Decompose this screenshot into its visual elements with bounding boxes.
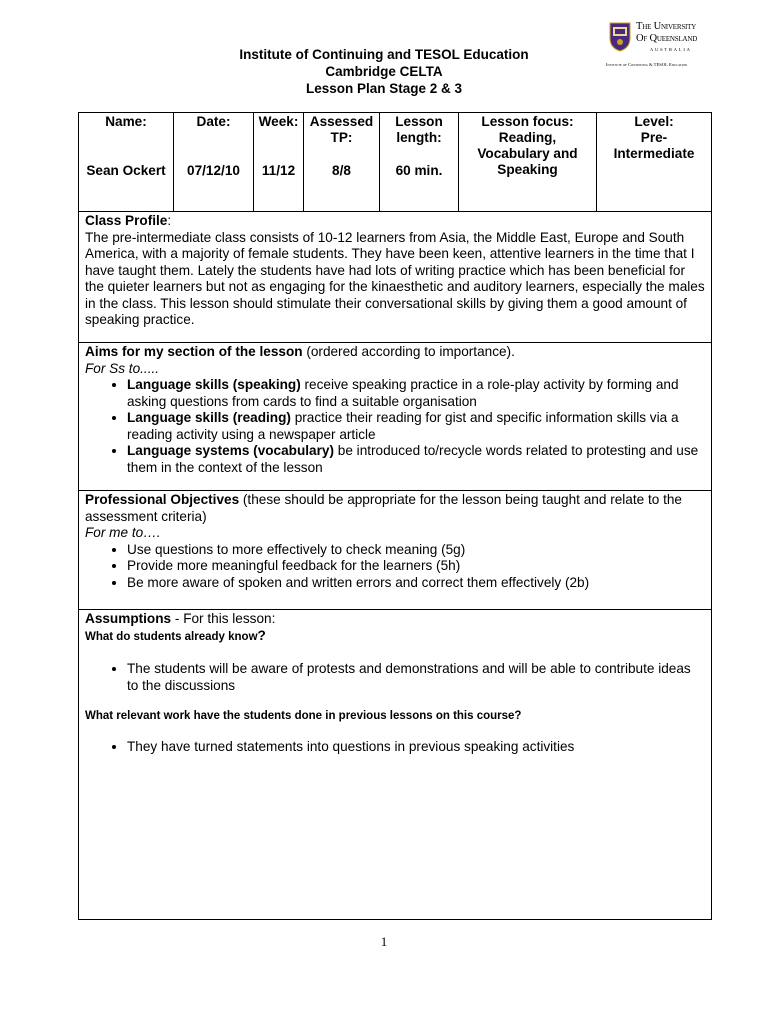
class-profile-section	[79, 212, 712, 343]
objectives-row	[79, 491, 712, 610]
assumptions-row	[79, 610, 712, 920]
university-country: AUSTRALIA	[650, 47, 692, 52]
university-name	[636, 21, 697, 45]
objectives-heading: Professional Objectives	[85, 492, 240, 507]
university-name-line2: Of Queensland	[636, 33, 698, 44]
assumptions-question-1-mark: ?	[257, 627, 266, 643]
assumptions-heading: Assumptions	[85, 611, 172, 626]
aims-note: (ordered according to importance).	[302, 344, 515, 359]
assessed-tp-cell	[304, 113, 380, 212]
objectives-list-item: • Be more aware of spoken and written errors and correct them effectively (2b)	[127, 575, 705, 592]
aim-skill: Language skills (speaking)	[127, 377, 301, 392]
header-course: Cambridge CELTA	[325, 64, 443, 79]
objectives-list-item: • Use questions to more effectively to check meaning (5g)	[127, 542, 705, 559]
lesson-length-value: 60 min.	[395, 163, 443, 178]
name-cell	[79, 113, 174, 212]
aim-text: practice their reading for gist and specific information skills via a reading activity using a newspaper article	[127, 410, 679, 442]
objectives-intro: For me to….	[85, 525, 161, 540]
aims-intro: For Ss to.....	[85, 360, 160, 376]
assessed-tp-value: 8/8	[332, 163, 351, 178]
lesson-length-label: Lesson length:	[395, 114, 443, 145]
lesson-focus-value: Reading, Vocabulary and Speaking	[477, 130, 578, 177]
university-name-line1: The University	[636, 21, 697, 32]
aims-list-item	[127, 377, 705, 410]
assumptions-question-2: What relevant work have the students done in previous lessons on this course?	[85, 710, 522, 722]
assumptions-answer-2: • They have turned statements into questions in previous speaking activities	[127, 739, 705, 756]
header-plan-title: Lesson Plan Stage 2 & 3	[305, 81, 463, 96]
level-cell	[597, 113, 712, 212]
aim-skill: Language systems (vocabulary)	[127, 443, 334, 458]
date-value: 07/12/10	[187, 163, 240, 178]
lesson-focus-label: Lesson focus:	[481, 114, 574, 129]
level-label: Level:	[634, 114, 674, 129]
document-header	[0, 46, 768, 97]
aim-text: receive speaking practice in a role-play activity by forming and asking questions from cards to find a suitable organisation	[127, 377, 679, 409]
aim-skill: Language skills (reading)	[127, 410, 291, 425]
assumptions-answer-1: • The students will be aware of protests and demonstrations and will be able to contribute ideas to the discussions	[127, 661, 705, 694]
assumptions-note: - For this lesson:	[171, 611, 276, 626]
name-value: Sean Ockert	[86, 163, 166, 178]
objectives-section	[79, 491, 712, 610]
lesson-focus-cell	[459, 113, 597, 212]
objectives-list	[85, 542, 705, 592]
aims-list	[85, 377, 705, 476]
lesson-plan-table	[78, 112, 712, 920]
assumptions-question-1: What do students already know	[85, 630, 258, 643]
aims-heading: Aims for my section of the lesson	[85, 344, 303, 359]
objectives-note: (these should be appropriate for the lesson being taught and relate to the assessment criteria)	[85, 492, 682, 524]
assumptions-list-1	[85, 661, 705, 694]
week-value: 11/12	[261, 163, 296, 178]
date-label: Date:	[196, 114, 231, 129]
assumptions-section	[79, 610, 712, 920]
week-cell	[254, 113, 304, 212]
aim-text: be introduced to/recycle words related to protesting and use them in the context of the lesson	[127, 443, 699, 475]
details-row	[79, 113, 712, 212]
date-cell	[174, 113, 254, 212]
name-label: Name:	[105, 114, 147, 129]
week-label: Week:	[258, 114, 299, 129]
aims-list-item	[127, 443, 705, 476]
aims-section	[79, 343, 712, 491]
institute-name: Institute of Continuing & TESOL Education	[606, 62, 688, 67]
class-profile-colon: :	[167, 213, 172, 228]
aims-row	[79, 343, 712, 491]
class-profile-text: The pre-intermediate class consists of 10-12 learners from Asia, the Middle East, Europe and South America, with a majority of female students. They have been keen, attentive learners in the time that I have taught them. Lately the students have had lots of writing practice which has been beneficial for the quieter learners but not as engaging for the kinaesthetic and auditory learners, especially the males in the class. This lesson should stimulate their conversational skills by giving them a good amount of speaking practice.	[85, 229, 705, 327]
page-number: 1	[380, 934, 388, 949]
objectives-list-item: • Provide more meaningful feedback for the learners (5h)	[127, 558, 705, 575]
header-institute: Institute of Continuing and TESOL Education	[239, 47, 529, 62]
class-profile-row	[79, 212, 712, 343]
assumptions-list-2	[85, 739, 705, 756]
class-profile-heading: Class Profile	[85, 213, 168, 228]
aims-list-item	[127, 410, 705, 443]
assessed-tp-label: Assessed TP:	[309, 114, 374, 145]
level-value: Pre-Intermediate	[613, 130, 695, 161]
lesson-length-cell	[380, 113, 459, 212]
